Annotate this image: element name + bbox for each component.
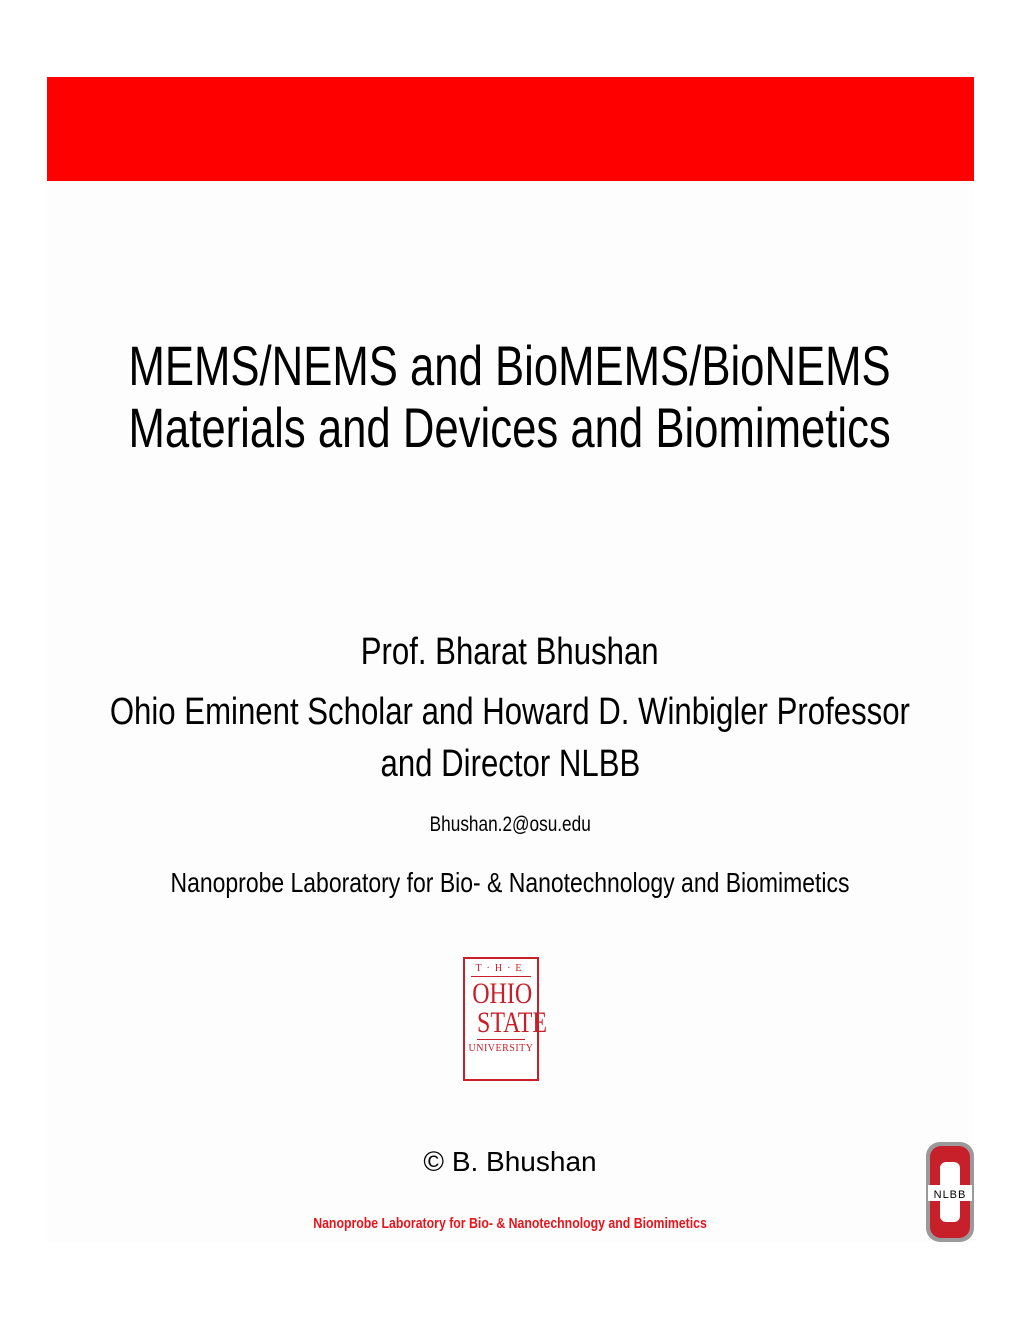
title-line-1: MEMS/NEMS and BioMEMS/BioNEMS bbox=[128, 334, 892, 397]
footer-lab-name: Nanoprobe Laboratory for Bio- & Nanotechnology and Biomimetics bbox=[313, 1215, 707, 1232]
author-name: Prof. Bharat Bhushan bbox=[361, 631, 659, 673]
nlbb-logo-text: NLBB bbox=[933, 1189, 967, 1201]
lab-name: Nanoprobe Laboratory for Bio- & Nanotechnology and Biomimetics bbox=[170, 867, 850, 898]
affiliation-line-1: Ohio Eminent Scholar and Howard D. Winbigler Professor bbox=[109, 691, 911, 733]
copyright-notice: © B. Bhushan bbox=[423, 1146, 597, 1177]
author-email: Bhushan.2@osu.edu bbox=[429, 813, 591, 836]
nlbb-block-o-logo bbox=[924, 1140, 976, 1244]
author-affiliation bbox=[0, 686, 1020, 790]
affiliation-line-2: and Director NLBB bbox=[380, 743, 640, 785]
ohio-state-logo: T·H·E OHIO STATE UNIVERSITY bbox=[463, 957, 539, 1081]
title-line-2: Materials and Devices and Biomimetics bbox=[128, 396, 892, 459]
slide-title bbox=[0, 335, 1020, 459]
header-red-bar bbox=[47, 77, 974, 181]
